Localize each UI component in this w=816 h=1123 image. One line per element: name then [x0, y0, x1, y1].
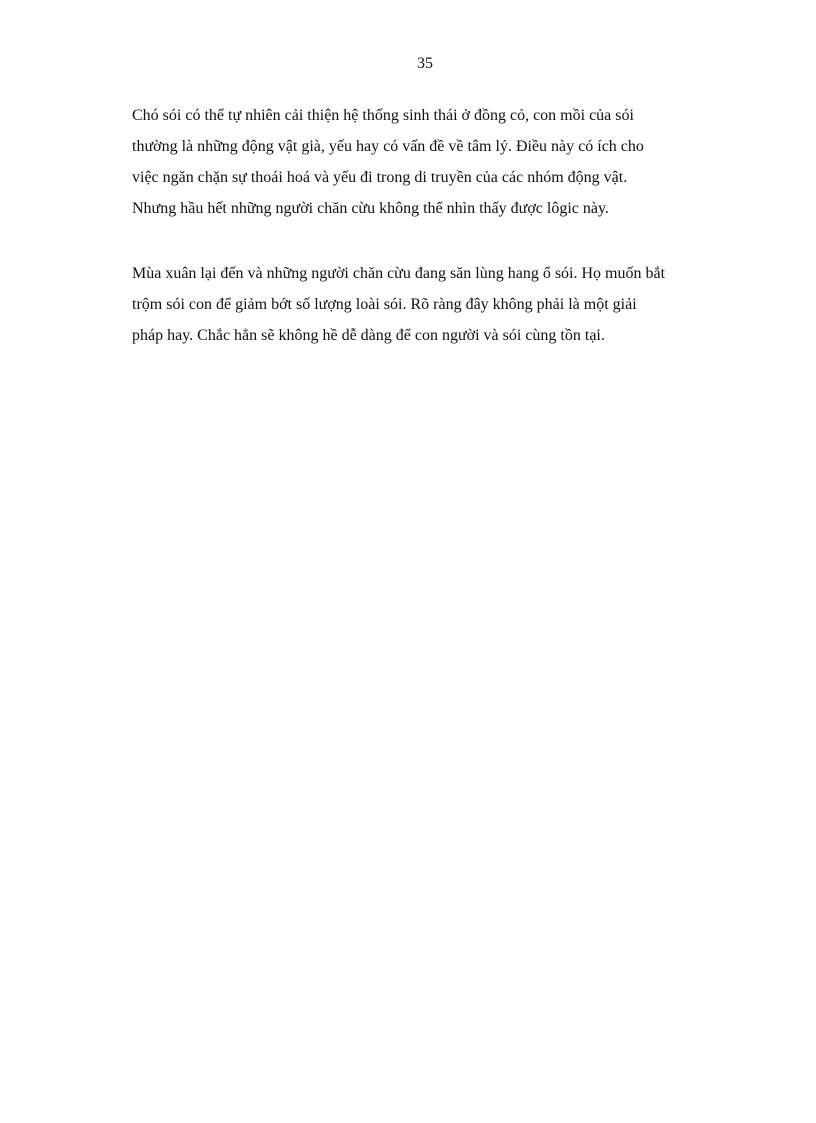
paragraph-line: pháp hay. Chắc hẳn sẽ không hề dễ dàng để con người và sói cùng tồn tại. — [132, 327, 605, 344]
paragraph-line: thường là những động vật già, yếu hay có vấn đề về tâm lý. Điều này có ích cho — [132, 138, 644, 155]
paragraph-1 — [132, 100, 644, 224]
paragraph-line: việc ngăn chặn sự thoái hoá và yếu đi trong di truyền của các nhóm động vật. — [132, 169, 628, 186]
paragraph-line: trộm sói con để giảm bớt số lượng loài sói. Rõ ràng đây không phải là một giải — [132, 296, 637, 313]
paragraph-line: Chó sói có thể tự nhiên cải thiện hệ thống sinh thái ở đồng cỏ, con mồi của sói — [132, 107, 634, 124]
paragraph-2 — [132, 258, 665, 351]
paragraph-line: Nhưng hầu hết những người chăn cừu không thể nhìn thấy được lôgic này. — [132, 200, 609, 217]
paragraph-line: Mùa xuân lại đến và những người chăn cừu đang săn lùng hang ổ sói. Họ muốn bắt — [132, 265, 666, 282]
page-number: 35 — [417, 55, 433, 72]
